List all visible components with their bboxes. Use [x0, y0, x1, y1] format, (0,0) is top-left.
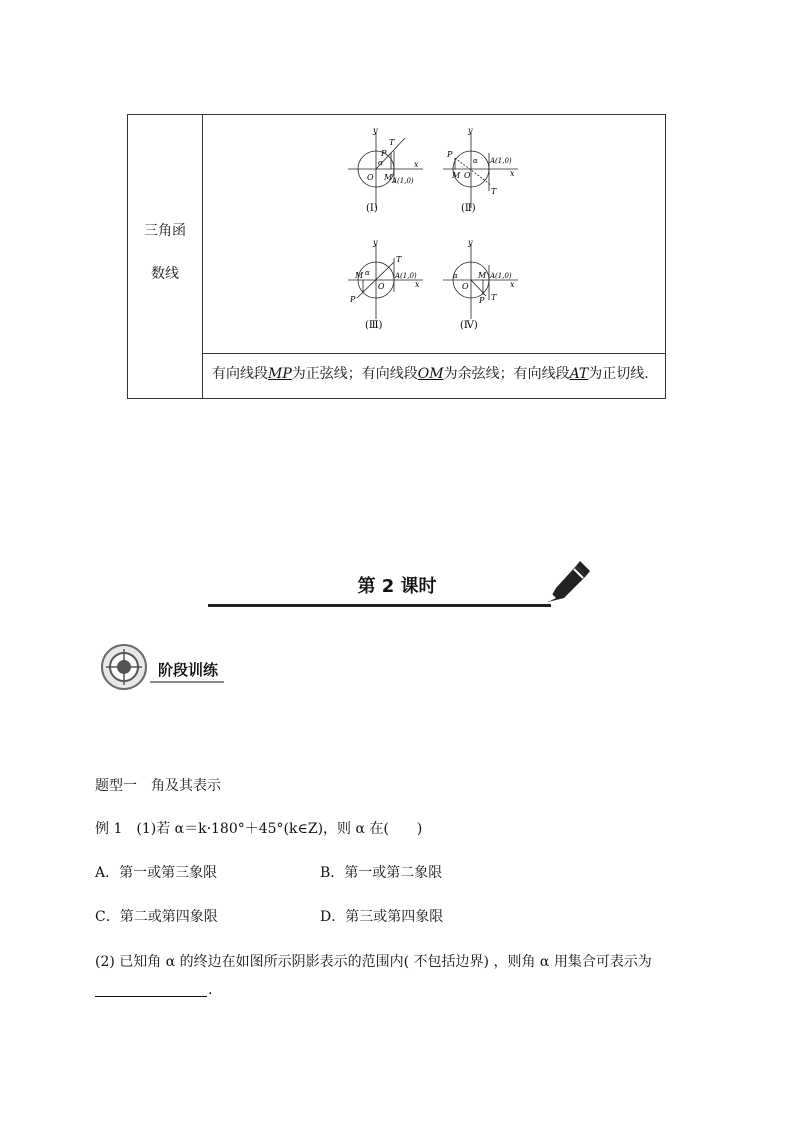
fig-iv-x: x: [510, 280, 515, 289]
lesson-title-underline: [208, 604, 551, 607]
lesson-title: 第 2 课时: [357, 576, 437, 597]
fig-ii-t: T: [491, 187, 497, 196]
fig-ii-alpha: α: [473, 157, 478, 165]
fig-iv-p: P: [479, 296, 485, 305]
fig-i-p: P: [381, 149, 387, 158]
caption-om: OM: [417, 366, 444, 382]
fig-ii-p: P: [447, 150, 453, 159]
trig-lines-table: [127, 114, 666, 399]
option-a: A．第一或第三象限: [95, 865, 218, 881]
unit-circle-figure-iv: [438, 240, 528, 332]
option-d: D．第三或第四象限: [320, 909, 444, 925]
unit-circle-figure-i: [343, 123, 433, 215]
fig-iii-o: O: [378, 282, 385, 291]
fig-ii-m: M: [452, 171, 461, 180]
pencil-icon: [540, 558, 592, 610]
option-c: C．第二或第四象限: [95, 909, 218, 925]
caption-mp: MP: [268, 366, 292, 382]
caption-part2: 为正弦线；有向线段: [291, 366, 418, 382]
answer-blank-end: .: [208, 982, 213, 998]
fig-i-m: M: [384, 173, 393, 182]
fig-ii-x: x: [510, 169, 515, 178]
fig-iii-x: x: [415, 280, 420, 289]
fig-iv-o: O: [462, 282, 469, 291]
unit-circle-figure-ii: [438, 123, 528, 215]
fig-iii-a: A(1,0): [395, 272, 417, 280]
section-underline: [150, 681, 224, 683]
fig-iii-t: T: [396, 255, 402, 264]
fig-i-x: x: [414, 160, 419, 169]
answer-blank: [95, 996, 207, 997]
fig-iv-label: (Ⅳ): [460, 320, 478, 331]
fig-i-y: y: [373, 126, 378, 135]
fig-iv-t: T: [491, 293, 497, 302]
fig-iv-m: M: [478, 271, 487, 280]
fig-iii-y: y: [373, 240, 378, 247]
fig-i-alpha: α: [378, 159, 383, 167]
fig-iv-y: y: [468, 240, 473, 247]
caption-part4: 为正切线.: [588, 366, 649, 382]
fig-iii-m: M: [355, 271, 364, 280]
row-label-line2: 数线: [151, 266, 179, 282]
example1-part2: (2) 已知角 α 的终边在如图所示阴影表示的范围内( 不包括边界) ，则角 α 用集合可表示为: [95, 954, 652, 970]
fig-ii-a: A(1,0): [490, 157, 512, 165]
fig-ii-label: (Ⅱ): [461, 203, 476, 214]
fig-i-a: A(1,0): [392, 177, 414, 185]
table-divider-horizontal: [202, 353, 665, 354]
row-label-line1: 三角函: [144, 223, 186, 239]
target-icon: [100, 643, 152, 691]
fig-ii-o: O: [464, 171, 471, 180]
option-b: B．第一或第二象限: [320, 865, 443, 881]
fig-iii-p: P: [350, 295, 356, 304]
fig-iii-label: (Ⅲ): [365, 320, 383, 331]
section-label: 阶段训练: [158, 661, 219, 679]
fig-iii-alpha: α: [365, 269, 370, 277]
fig-i-t: T: [389, 138, 395, 147]
trig-lines-caption: [212, 363, 649, 383]
unit-circle-figure-iii: [343, 240, 433, 332]
fig-i-label: (Ⅰ): [366, 203, 378, 214]
example1-question: 例 1 (1)若 α＝k·180°＋45°(k∈Z)，则 α 在( ): [95, 821, 423, 837]
fig-ii-y: y: [468, 126, 473, 135]
topic-heading: 题型一 角及其表示: [95, 778, 221, 794]
fig-iv-a: A(1,0): [490, 272, 512, 280]
caption-part3: 为余弦线；有向线段: [443, 366, 570, 382]
fig-i-o: O: [367, 173, 374, 182]
caption-part1: 有向线段: [212, 366, 268, 382]
fig-iv-alpha: α: [453, 272, 458, 280]
caption-at: AT: [569, 366, 589, 382]
table-divider-vertical: [202, 115, 203, 398]
